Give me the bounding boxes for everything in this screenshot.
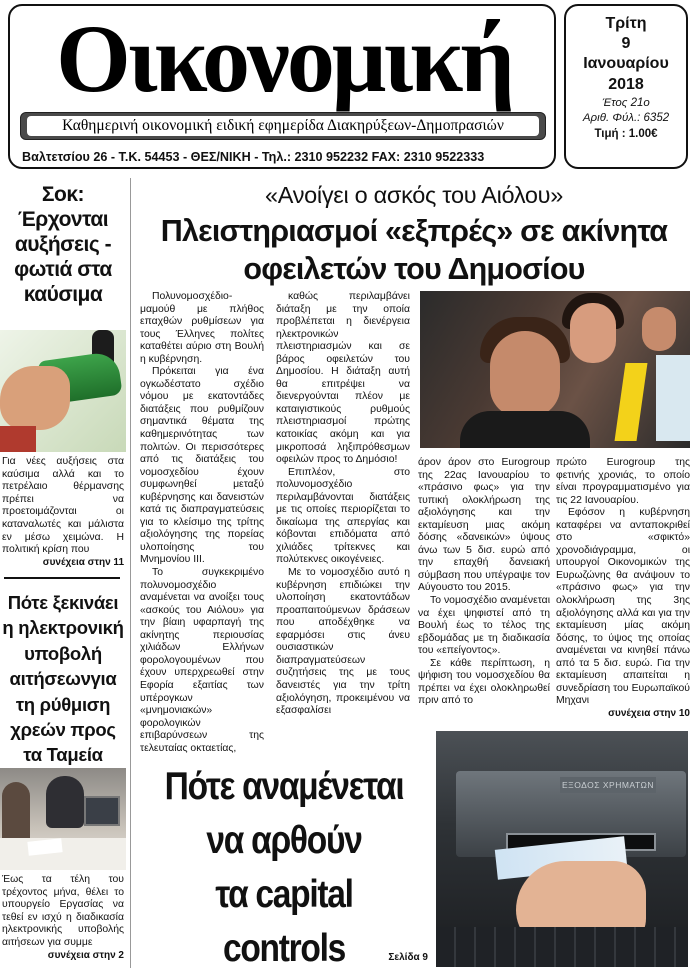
column-divider	[130, 178, 131, 968]
main-story-column-1	[140, 291, 264, 755]
paragraph: Πολυνομοσχέδιο-μαμούθ με πλήθος επαχθών ρυθμίσεων για τους Έλληνες πολίτες καταθέτει αύριο στη Βουλή η κυβέρνηση.	[140, 291, 264, 365]
issue-date-number: 9	[621, 35, 631, 52]
main-story-headline[interactable]: Πλειστηριασμοί «εξπρές» σε ακίνητα οφειλετών του Δημοσίου	[160, 214, 668, 286]
date-box	[564, 4, 688, 169]
paragraph: Σε κάθε περίπτωση, η ψήφιση του νομοσχεδίου θα πρέπει να έχει ολοκληρωθεί πριν από το	[418, 657, 550, 707]
masthead	[8, 4, 556, 169]
left-column-divider	[4, 577, 120, 579]
capital-controls-page-ref[interactable]: Σελίδα 9	[388, 952, 428, 963]
protest-photo-icon	[420, 291, 690, 448]
paragraph: καθώς περιλαμβάνει διάταξη με την οποία προβλέπεται η διενέργεια ηλεκτρονικών πλειστηριασμών και σε βάρος οφειλετών του Δημοσίου. Η διάταξη αυτή θα επιτρέψει να διενεργούνται πλέον με καταιγιστικούς ρυθμούς πλειστηριασμοί πρώτης κατοικίας ακόμη και για μικροποσά ληξιπρόθεσμων οφειλών προς το Δημόσιο!	[276, 291, 410, 466]
office-workers-photo-icon	[0, 768, 126, 870]
contact-address: Βαλτετσίου 26 - Τ.Κ. 54453 - ΘΕΣ/ΝΙΚΗ - Τηλ.: 2310 952232 FAX: 2310 9522333	[22, 150, 485, 164]
fuel-story-body	[2, 456, 124, 569]
paragraph: Πρόκειται για ένα ογκωδέστατο σχέδιο νόμου με εκατοντάδες διατάξεις που ρυθμίζουν σημαντικά θέματα της καθημερινότητας των πολιτών. Οι περισσότερες από τις διατάξεις του νομοσχεδίου έχουν συμφωνηθεί μεταξύ κυβέρνησης και δανειστών κατά τις διαπραγματεύσεις για το κλείσιμο της τρίτης αξιολόγησης της πορείας υλοποίησης του Μνημονίου ΙΙΙ.	[140, 366, 264, 566]
fuel-story-continued-link[interactable]: συνέχεια στην 11	[42, 556, 124, 568]
main-story-column-4	[556, 457, 690, 720]
issue-day: Τρίτη	[605, 15, 647, 32]
debts-story-text: Έως τα τέλη του τρέχοντος μήνα, θέλει το υπουργείο Εργασίας να τεθεί εν ισχύ η διαδικασία ηλεκτρονικής υποβολής αιτήσεων για συμμε	[2, 874, 124, 948]
debts-story-body	[2, 874, 124, 962]
sheet-number: Αριθ. Φύλ.: 6352	[582, 112, 670, 124]
headline-line: Πότε αναμένεται	[164, 765, 404, 808]
paragraph: Εφόσον η κυβέρνηση καταφέρει να ανταποκριθεί στο «σφικτό» χρονοδιάγραμμα, οι υπουργοί Οικονομικών της Ευρωζώνης θα ανάψουν το «πράσινο φως» για την ολοκλήρωση της 3ης αξιολόγησης αλλά και για την εκταμίευση μίας ακόμη δόσης, το ύψος της οποίας αναμένεται να κινηθεί πάνω από τα 5 δισ. ευρώ. Για την εκταμίευση απαιτείται η συνεδρίαση του Ευρωπαϊκού Μηχανι	[556, 507, 690, 707]
headline-line: τα capital controls	[215, 873, 353, 970]
paragraph: Το νομοσχέδιο αναμένεται να έχει ψηφιστεί από τη Βουλή έως το τέλος της εβδομάδας με τη διαδικασία του «επείγοντος».	[418, 595, 550, 657]
issue-month: Ιανουαρίου	[583, 55, 669, 72]
fuel-story-text: Για νέες αυξήσεις στα καύσιμα αλλά και το πετρέλαιο θέρμανσης πρέπει να προετοιμάζονται οι καταναλωτές και μάλιστα εν μέσω χειμώνα. Η πολιτική κρίση που	[2, 456, 124, 556]
debts-story-title[interactable]: Πότε ξεκινάει η ηλεκτρονική υποβολή αιτήσεωνγια τη ρύθμιση χρεών προς τα Ταμεία	[2, 592, 124, 766]
main-story-column-3	[418, 457, 550, 708]
fuel-nozzle-photo-icon	[0, 330, 126, 452]
paragraph: άρον άρον στο Eurogroup της 22ας Ιανουαρίου το «πράσινο φως» για την τυπική ολοκλήρωση της αξιολόγησης και την εκταμίευση μιας ακόμη δόσης «δανεικών» ύψους άνω των 5 δισ. ευρώ από την επαχθή δανειακή σύμβαση που υπέγραψε τον Αύγουστο του 2015.	[418, 457, 550, 594]
main-story-kicker: «Ανοίγει ο ασκός του Αιόλου»	[264, 182, 564, 208]
main-story-continued-link[interactable]: συνέχεια στην 10	[608, 707, 690, 719]
publication-year: Έτος 21ο	[602, 97, 650, 109]
paragraph: Το συγκεκριμένο πολυνομοσχέδιο αναμένεται να ανοίξει τους «ασκούς του Αιόλου» για την βίαιη υφαρπαγή της ακίνητης περιουσίας χιλιάδων Ελλήνων φορολογουμένων που έχουν υπερχρεωθεί στην Εφορία εξαιτίας των υπέρογκων «μνημονιακών» φορολογικών επιβαρύνσεων της τελευταίας οκταετίας,	[140, 567, 264, 754]
tagline-bar	[20, 112, 546, 140]
debts-story-continued-link[interactable]: συνέχεια στην 2	[47, 949, 124, 961]
tagline: Καθημερινή οικονομική ειδική εφημερίδα Διακηρύξεων-Δημοπρασιών	[27, 116, 539, 136]
paragraph: Με το νομοσχέδιο αυτό η κυβέρνηση επιδιώκει την υλοποίηση εκατοντάδων προαπαιτούμενων δράσεων που αποδέχθηκε να εφαρμόσει στις άνευ ουσιαστικών διαπραγματεύσεων συζητήσεις της με τους δανειστές για την τρίτη αξιολόγηση, προκειμένου να εξασφαλίσει	[276, 567, 410, 717]
atm-card-photo-icon	[436, 731, 688, 967]
paragraph: πρώτο Eurogroup της φετινής χρονιάς, το οποίο είναι προγραμματισμένο για τις 22 Ιανουαρίου.	[556, 457, 690, 506]
newspaper-title: Οικονομική	[56, 5, 512, 112]
paragraph: Επιπλέον, στο πολυνομοσχέδιο περιλαμβάνονται διατάξεις με τις οποίες περιορίζεται το δικαίωμα της απεργίας και κόβονται επιδόματα από χιλιάδες τρίτεκνες και πολύτεκνες οικογένειες.	[276, 466, 410, 566]
atm-label: ΕΞΟΔΟΣ ΧΡΗΜΑΤΩΝ	[560, 777, 656, 793]
issue-price: Τιμή : 1.00€	[594, 128, 658, 140]
headline-line: να αρθούν	[206, 819, 362, 862]
capital-controls-headline[interactable]	[160, 760, 408, 971]
main-story-column-2	[276, 291, 410, 718]
fuel-story-title[interactable]: Σοκ: Έρχονται αυξήσεις - φωτιά στα καύσιμα	[14, 183, 112, 306]
issue-year: 2018	[608, 76, 644, 93]
